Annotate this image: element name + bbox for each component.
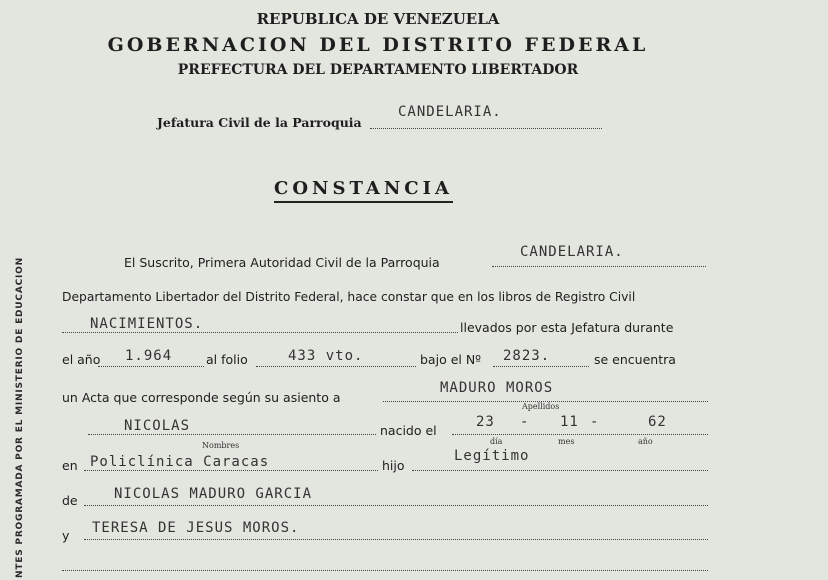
l4-c: bajo el Nº xyxy=(420,352,482,367)
folio-value: 433 vto. xyxy=(288,348,364,364)
header-prefectura: PREFECTURA DEL DEPARTAMENTO LIBERTADOR xyxy=(177,62,579,78)
blank-line xyxy=(62,552,708,571)
date-sep-1: - xyxy=(520,414,530,430)
mes-caption: mes xyxy=(558,437,575,446)
l4-b: al folio xyxy=(206,352,248,367)
mother-value: TERESA DE JESUS MOROS. xyxy=(92,520,300,536)
jefatura-value: CANDELARIA. xyxy=(398,104,502,120)
jefatura-label: Jefatura Civil de la Parroquia xyxy=(157,115,362,130)
anio-caption: año xyxy=(638,437,653,446)
hijo-value: Legítimo xyxy=(454,448,530,464)
l2-text: Departamento Libertador del Distrito Federal, hace constar que en los libros de Registro Civil xyxy=(62,290,636,304)
nombres-value: NICOLAS xyxy=(124,418,191,434)
l3-label: llevados por esta Jefatura durante xyxy=(460,320,674,335)
hijo-label: hijo xyxy=(382,458,405,473)
header-republica: REPUBLICA DE VENEZUELA xyxy=(256,10,500,28)
l8-label: de xyxy=(62,493,78,508)
l4-a: el año xyxy=(62,352,101,367)
month-value: 11 xyxy=(560,414,579,430)
l9-label: y xyxy=(62,528,70,543)
l4-d: se encuentra xyxy=(594,352,676,367)
l1-value: CANDELARIA. xyxy=(520,244,624,260)
header-gobernacion: GOBERNACION DEL DISTRITO FEDERAL xyxy=(107,34,649,56)
father-value: NICOLAS MADURO GARCIA xyxy=(114,486,313,502)
nombres-caption: Nombres xyxy=(202,441,240,450)
side-margin-text: NTES PROGRAMADA POR EL MINISTERIO DE EDUCACION xyxy=(15,257,25,578)
document-title: CONSTANCIA xyxy=(274,178,453,203)
l3-value: NACIMIENTOS. xyxy=(90,316,204,332)
year-of-birth-value: 62 xyxy=(648,414,667,430)
place-value: Policlínica Caracas xyxy=(90,454,270,470)
l5-label: un Acta que corresponde según su asiento a xyxy=(62,390,341,405)
apellidos-caption: Apellidos xyxy=(522,402,560,411)
dia-caption: día xyxy=(490,437,503,446)
date-sep-2: - xyxy=(590,414,600,430)
l6-label: nacido el xyxy=(380,423,437,438)
day-value: 23 xyxy=(476,414,495,430)
l7-label: en xyxy=(62,458,78,473)
number-value: 2823. xyxy=(503,348,551,364)
apellidos-value: MADURO MOROS xyxy=(440,380,554,396)
l1-label: El Suscrito, Primera Autoridad Civil de la Parroquia xyxy=(124,255,440,270)
year-value: 1.964 xyxy=(125,348,173,364)
